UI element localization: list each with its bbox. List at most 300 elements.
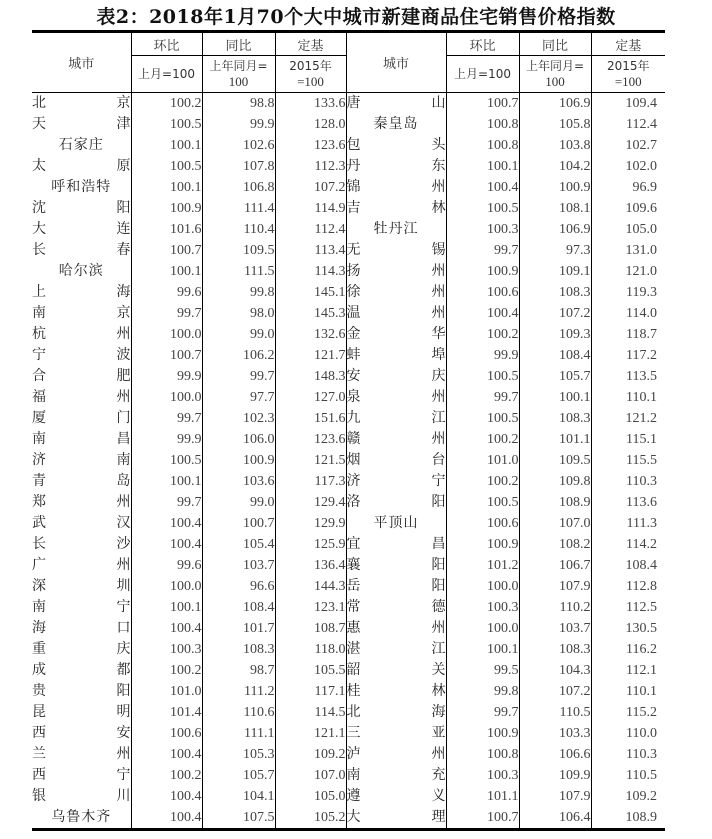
- city-cell-right: [346, 723, 446, 744]
- city-name: [347, 261, 446, 282]
- city-cell-left: [32, 702, 131, 723]
- yoy-value-right: 110.2: [519, 597, 591, 618]
- mom-value-right: 100.5: [446, 408, 519, 429]
- header-base-sub-right: [591, 56, 665, 93]
- yoy-value-left: 103.6: [202, 471, 275, 492]
- city-name: [347, 807, 446, 828]
- yoy-value-right: 107.9: [519, 786, 591, 807]
- city-char: 南: [32, 431, 46, 447]
- mom-value-left: 100.2: [131, 765, 202, 786]
- yoy-value-left: 108.3: [202, 639, 275, 660]
- base-value-right: 110.1: [626, 390, 657, 405]
- yoy-value-right: 106.9: [519, 219, 591, 240]
- city-cell-right: [346, 702, 446, 723]
- city-char: 林: [431, 200, 446, 216]
- city-name: 哈尔滨: [58, 263, 104, 279]
- yoy-sub-label-1: 上年同月=: [525, 59, 585, 73]
- yoy-value-left: 111.5: [202, 261, 275, 282]
- yoy-value-right: 107.2: [519, 303, 591, 324]
- mom-value-left: 100.4: [131, 618, 202, 639]
- mom-value-right: 99.7: [446, 240, 519, 261]
- city-char: 西: [32, 767, 46, 783]
- city-name: [32, 639, 131, 660]
- city-char: 州: [431, 746, 446, 762]
- table-row: [32, 366, 665, 387]
- mom-value-left: 100.1: [131, 471, 202, 492]
- city-char: 深: [32, 578, 46, 594]
- city-char: 台: [431, 452, 446, 468]
- city-cell-right: [346, 219, 446, 240]
- yoy-value-right: 107.9: [519, 576, 591, 597]
- city-char: 湛: [346, 641, 361, 657]
- base-value-left: 109.2: [275, 744, 346, 765]
- yoy-value-left: 111.2: [202, 681, 275, 702]
- city-char: 大: [32, 221, 46, 237]
- header-row-1: [32, 32, 665, 56]
- base-value-left: 144.3: [275, 576, 346, 597]
- yoy-value-left: 100.9: [202, 450, 275, 471]
- city-char: 济: [346, 473, 361, 489]
- city-char: 州: [431, 620, 446, 636]
- base-value-left: 114.5: [275, 702, 346, 723]
- yoy-value-left: 105.7: [202, 765, 275, 786]
- city-cell-right: [346, 660, 446, 681]
- base-value-right: 118.7: [626, 327, 657, 342]
- city-name: [347, 618, 446, 639]
- city-cell-right: [346, 744, 446, 765]
- mom-value-left: 100.3: [131, 639, 202, 660]
- city-cell-left: [32, 282, 131, 303]
- city-name: [347, 387, 446, 408]
- city-char: 福: [32, 389, 46, 405]
- city-cell-right: [346, 261, 446, 282]
- mom-value-left: 100.6: [131, 723, 202, 744]
- city-char: 埠: [431, 347, 446, 363]
- mom-value-left: 100.7: [131, 345, 202, 366]
- mom-value-right: 99.9: [446, 345, 519, 366]
- city-char: 德: [431, 599, 446, 615]
- yoy-value-right: 108.1: [519, 198, 591, 219]
- mom-sub-label: 上月=100: [454, 67, 511, 81]
- mom-value-left: 99.9: [131, 366, 202, 387]
- yoy-value-left: 111.4: [202, 198, 275, 219]
- city-name: [347, 744, 446, 765]
- city-char: 州: [431, 284, 446, 300]
- base-value-left: 107.2: [275, 177, 346, 198]
- city-cell-right: [346, 240, 446, 261]
- mom-value-left: 100.2: [131, 93, 202, 115]
- yoy-value-left: 98.8: [202, 93, 275, 115]
- mom-value-left: 100.0: [131, 576, 202, 597]
- mom-value-right: 100.3: [446, 219, 519, 240]
- city-cell-left: [32, 660, 131, 681]
- city-char: 无: [346, 242, 361, 258]
- city-char: 九: [346, 410, 361, 426]
- city-char: 沈: [32, 200, 46, 216]
- city-name: [32, 282, 131, 303]
- base-value-right: 115.2: [626, 705, 657, 720]
- city-cell-left: [32, 429, 131, 450]
- mom-value-right: 100.3: [446, 765, 519, 786]
- mom-value-right: 99.5: [446, 660, 519, 681]
- city-cell-left: [32, 135, 131, 156]
- base-value-right: 102.0: [625, 159, 657, 174]
- city-cell-left: [32, 681, 131, 702]
- mom-value-right: 100.6: [446, 282, 519, 303]
- base-value-left: 128.0: [275, 114, 346, 135]
- yoy-value-right: 103.3: [519, 723, 591, 744]
- city-name: [32, 156, 131, 177]
- mom-value-right: 100.2: [446, 429, 519, 450]
- header-mom-left: 环比: [131, 32, 202, 56]
- mom-value-left: 100.4: [131, 744, 202, 765]
- mom-value-right: 100.5: [446, 198, 519, 219]
- mom-value-left: 100.1: [131, 597, 202, 618]
- mom-value-right: 100.1: [446, 156, 519, 177]
- city-name: [32, 765, 131, 786]
- table-row: [32, 471, 665, 492]
- table-body: [32, 93, 665, 830]
- city-cell-right: [346, 765, 446, 786]
- city-char: 锡: [431, 242, 446, 258]
- city-char: 兰: [32, 746, 46, 762]
- city-char: 昌: [116, 431, 131, 447]
- city-name: [347, 786, 446, 807]
- yoy-value-right: 107.0: [519, 513, 591, 534]
- header-mom-right: 环比: [446, 32, 519, 56]
- city-char: 亚: [431, 725, 446, 741]
- base-value-right: 117.2: [626, 348, 657, 363]
- city-char: 州: [116, 557, 131, 573]
- base-value-right: 116.2: [626, 642, 657, 657]
- base-value-left: 118.0: [275, 639, 346, 660]
- table-row: [32, 261, 665, 282]
- base-value-left: 107.0: [275, 765, 346, 786]
- mom-value-right: 100.9: [446, 534, 519, 555]
- yoy-value-left: 98.7: [202, 660, 275, 681]
- city-char: 州: [116, 746, 131, 762]
- yoy-value-right: 108.2: [519, 534, 591, 555]
- yoy-value-left: 107.8: [202, 156, 275, 177]
- yoy-value-left: 99.7: [202, 366, 275, 387]
- city-cell-right: [346, 93, 446, 115]
- city-char: 海: [116, 284, 131, 300]
- base-value-left: 121.7: [275, 345, 346, 366]
- city-cell-right: [346, 303, 446, 324]
- mom-value-left: 100.4: [131, 513, 202, 534]
- mom-value-left: 99.9: [131, 429, 202, 450]
- city-char: 昌: [431, 536, 446, 552]
- base-value-left: 127.0: [275, 387, 346, 408]
- base-value-right: 110.1: [626, 684, 657, 699]
- city-char: 西: [32, 725, 46, 741]
- yoy-sub-label-1: 上年同月=: [209, 59, 268, 73]
- mom-value-left: 100.4: [131, 534, 202, 555]
- mom-value-left: 100.9: [131, 198, 202, 219]
- city-char: 江: [431, 641, 446, 657]
- base-value-left: 112.3: [275, 156, 346, 177]
- city-cell-right: [346, 576, 446, 597]
- city-cell-right: [346, 408, 446, 429]
- yoy-value-left: 101.7: [202, 618, 275, 639]
- city-char: 津: [116, 116, 131, 132]
- table-row: [32, 744, 665, 765]
- header-yoy-left: 同比: [202, 32, 275, 56]
- table-row: [32, 681, 665, 702]
- mom-value-left: 101.4: [131, 702, 202, 723]
- yoy-value-left: 106.8: [202, 177, 275, 198]
- base-value-right: 130.5: [625, 621, 657, 636]
- city-name: [347, 303, 446, 324]
- city-char: 州: [431, 389, 446, 405]
- table-row: [32, 492, 665, 513]
- mom-value-right: 100.8: [446, 744, 519, 765]
- base-value-left: 105.2: [275, 807, 346, 830]
- city-name: [347, 702, 446, 723]
- city-name: [347, 324, 446, 345]
- city-char: 庆: [116, 641, 131, 657]
- yoy-sub-label-2: 100: [228, 74, 249, 89]
- mom-sub-label: 上月=100: [138, 67, 195, 81]
- yoy-value-left: 99.0: [202, 324, 275, 345]
- yoy-sub-label-2: 100: [545, 74, 565, 89]
- city-name: 平顶山: [373, 515, 419, 531]
- city-name: [32, 471, 131, 492]
- city-char: 宁: [116, 767, 131, 783]
- mom-value-right: 100.5: [446, 366, 519, 387]
- city-char: 厦: [32, 410, 46, 426]
- city-char: 锦: [346, 179, 361, 195]
- base-value-right: 96.9: [632, 180, 657, 195]
- base-value-right: 119.3: [626, 285, 657, 300]
- city-name: [32, 450, 131, 471]
- table-row: [32, 534, 665, 555]
- city-cell-left: [32, 345, 131, 366]
- yoy-value-right: 106.6: [519, 744, 591, 765]
- mom-value-right: 100.3: [446, 597, 519, 618]
- base-value-right: 121.2: [625, 411, 657, 426]
- city-cell-right: [346, 282, 446, 303]
- mom-value-right: 100.1: [446, 639, 519, 660]
- city-name: [347, 345, 446, 366]
- yoy-value-right: 103.8: [519, 135, 591, 156]
- base-value-left: 132.6: [275, 324, 346, 345]
- mom-value-right: 99.8: [446, 681, 519, 702]
- city-cell-right: [346, 156, 446, 177]
- yoy-value-right: 104.2: [519, 156, 591, 177]
- yoy-value-right: 109.3: [519, 324, 591, 345]
- city-name: [347, 429, 446, 450]
- mom-value-left: 99.6: [131, 555, 202, 576]
- mom-value-left: 99.6: [131, 282, 202, 303]
- city-char: 三: [346, 725, 361, 741]
- yoy-value-right: 106.7: [519, 555, 591, 576]
- mom-value-left: 100.5: [131, 156, 202, 177]
- city-char: 长: [32, 242, 46, 258]
- city-name: [347, 408, 446, 429]
- table-row: [32, 345, 665, 366]
- city-name: [347, 366, 446, 387]
- city-char: 汉: [116, 515, 131, 531]
- yoy-value-left: 104.1: [202, 786, 275, 807]
- yoy-value-right: 106.9: [519, 93, 591, 115]
- table-row: [32, 576, 665, 597]
- base-value-left: 117.3: [275, 471, 346, 492]
- yoy-value-left: 102.6: [202, 135, 275, 156]
- mom-value-right: 100.9: [446, 261, 519, 282]
- city-char: 包: [346, 137, 361, 153]
- base-value-left: 133.6: [275, 93, 346, 115]
- yoy-value-right: 107.2: [519, 681, 591, 702]
- yoy-value-right: 101.1: [519, 429, 591, 450]
- base-value-left: 129.9: [275, 513, 346, 534]
- mom-value-right: 100.4: [446, 177, 519, 198]
- city-name: [32, 681, 131, 702]
- yoy-value-right: 109.8: [519, 471, 591, 492]
- table-row: [32, 219, 665, 240]
- base-value-right: 108.4: [625, 558, 657, 573]
- city-cell-left: [32, 723, 131, 744]
- city-char: 门: [116, 410, 131, 426]
- table-row: [32, 618, 665, 639]
- yoy-value-left: 105.3: [202, 744, 275, 765]
- base-value-right: 121.0: [625, 264, 657, 279]
- city-char: 合: [32, 368, 46, 384]
- base-value-right: 110.5: [626, 768, 657, 783]
- city-char: 武: [32, 515, 46, 531]
- city-name: [347, 240, 446, 261]
- city-cell-left: [32, 807, 131, 830]
- mom-value-left: 100.1: [131, 135, 202, 156]
- city-name: [32, 555, 131, 576]
- yoy-value-right: 103.7: [519, 618, 591, 639]
- yoy-value-right: 109.5: [519, 450, 591, 471]
- table-row: [32, 93, 665, 115]
- city-char: 丹: [346, 158, 361, 174]
- city-char: 川: [116, 788, 131, 804]
- mom-value-left: 100.0: [131, 387, 202, 408]
- table-row: [32, 513, 665, 534]
- city-char: 扬: [346, 263, 361, 279]
- city-name: 呼和浩特: [51, 179, 112, 195]
- city-name: [32, 513, 131, 534]
- city-char: 州: [431, 179, 446, 195]
- base-value-right: 108.9: [625, 810, 657, 825]
- city-cell-left: [32, 324, 131, 345]
- yoy-value-left: 110.4: [202, 219, 275, 240]
- yoy-value-left: 111.1: [202, 723, 275, 744]
- city-char: 波: [116, 347, 131, 363]
- city-cell-left: [32, 114, 131, 135]
- city-char: 都: [116, 662, 131, 678]
- city-char: 温: [346, 305, 361, 321]
- mom-value-right: 101.1: [446, 786, 519, 807]
- city-name: [347, 723, 446, 744]
- city-cell-right: [346, 114, 446, 135]
- city-name: [347, 156, 446, 177]
- table-row: [32, 765, 665, 786]
- city-char: 郑: [32, 494, 46, 510]
- base-value-right: 131.0: [625, 243, 657, 258]
- yoy-value-left: 96.6: [202, 576, 275, 597]
- city-char: 泉: [346, 389, 361, 405]
- city-cell-left: [32, 450, 131, 471]
- city-char: 遵: [346, 788, 361, 804]
- city-char: 阳: [431, 578, 446, 594]
- mom-value-right: 100.4: [446, 303, 519, 324]
- city-char: 州: [431, 431, 446, 447]
- base-value-right: 114.0: [626, 306, 657, 321]
- base-value-left: 123.6: [275, 429, 346, 450]
- city-cell-right: [346, 177, 446, 198]
- city-cell-right: [346, 429, 446, 450]
- base-value-right: 112.8: [626, 579, 657, 594]
- yoy-value-left: 103.7: [202, 555, 275, 576]
- city-char: 重: [32, 641, 46, 657]
- city-cell-right: [346, 492, 446, 513]
- table-row: [32, 303, 665, 324]
- yoy-value-left: 108.4: [202, 597, 275, 618]
- base-value-right: 102.7: [625, 138, 657, 153]
- city-cell-right: [346, 324, 446, 345]
- mom-value-left: 100.7: [131, 240, 202, 261]
- city-char: 岳: [346, 578, 361, 594]
- base-value-right: 111.3: [626, 516, 657, 531]
- city-cell-left: [32, 639, 131, 660]
- yoy-value-left: 98.0: [202, 303, 275, 324]
- city-char: 阳: [431, 557, 446, 573]
- city-cell-left: [32, 93, 131, 115]
- mom-value-right: 100.8: [446, 135, 519, 156]
- city-char: 充: [431, 767, 446, 783]
- city-name: [32, 366, 131, 387]
- base-value-right: 112.1: [626, 663, 657, 678]
- base-value-left: 125.9: [275, 534, 346, 555]
- mom-value-left: 101.0: [131, 681, 202, 702]
- city-char: 济: [32, 452, 46, 468]
- mom-value-right: 100.2: [446, 324, 519, 345]
- yoy-value-left: 100.7: [202, 513, 275, 534]
- header-base-right: 定基: [591, 32, 665, 56]
- mom-value-right: 101.0: [446, 450, 519, 471]
- city-char: 南: [116, 452, 131, 468]
- city-char: 华: [431, 326, 446, 342]
- city-char: 泸: [346, 746, 361, 762]
- base-value-right: 109.6: [625, 201, 657, 216]
- city-cell-right: [346, 198, 446, 219]
- base-value-right: 113.6: [626, 495, 657, 510]
- city-char: 山: [431, 95, 446, 111]
- city-cell-right: [346, 387, 446, 408]
- base-value-left: 145.3: [275, 303, 346, 324]
- city-char: 岛: [116, 473, 131, 489]
- city-name: [347, 492, 446, 513]
- city-name: [32, 702, 131, 723]
- city-char: 京: [116, 95, 131, 111]
- table-row: [32, 156, 665, 177]
- city-cell-left: [32, 555, 131, 576]
- yoy-value-right: 110.5: [519, 702, 591, 723]
- base-value-left: 123.1: [275, 597, 346, 618]
- city-char: 天: [32, 116, 46, 132]
- table-row: [32, 198, 665, 219]
- base-sub-label-2: =100: [297, 74, 324, 89]
- base-value-right: 114.2: [626, 537, 657, 552]
- city-char: 州: [116, 494, 131, 510]
- base-value-left: 148.3: [275, 366, 346, 387]
- mom-value-right: 100.9: [446, 723, 519, 744]
- city-name: [32, 219, 131, 240]
